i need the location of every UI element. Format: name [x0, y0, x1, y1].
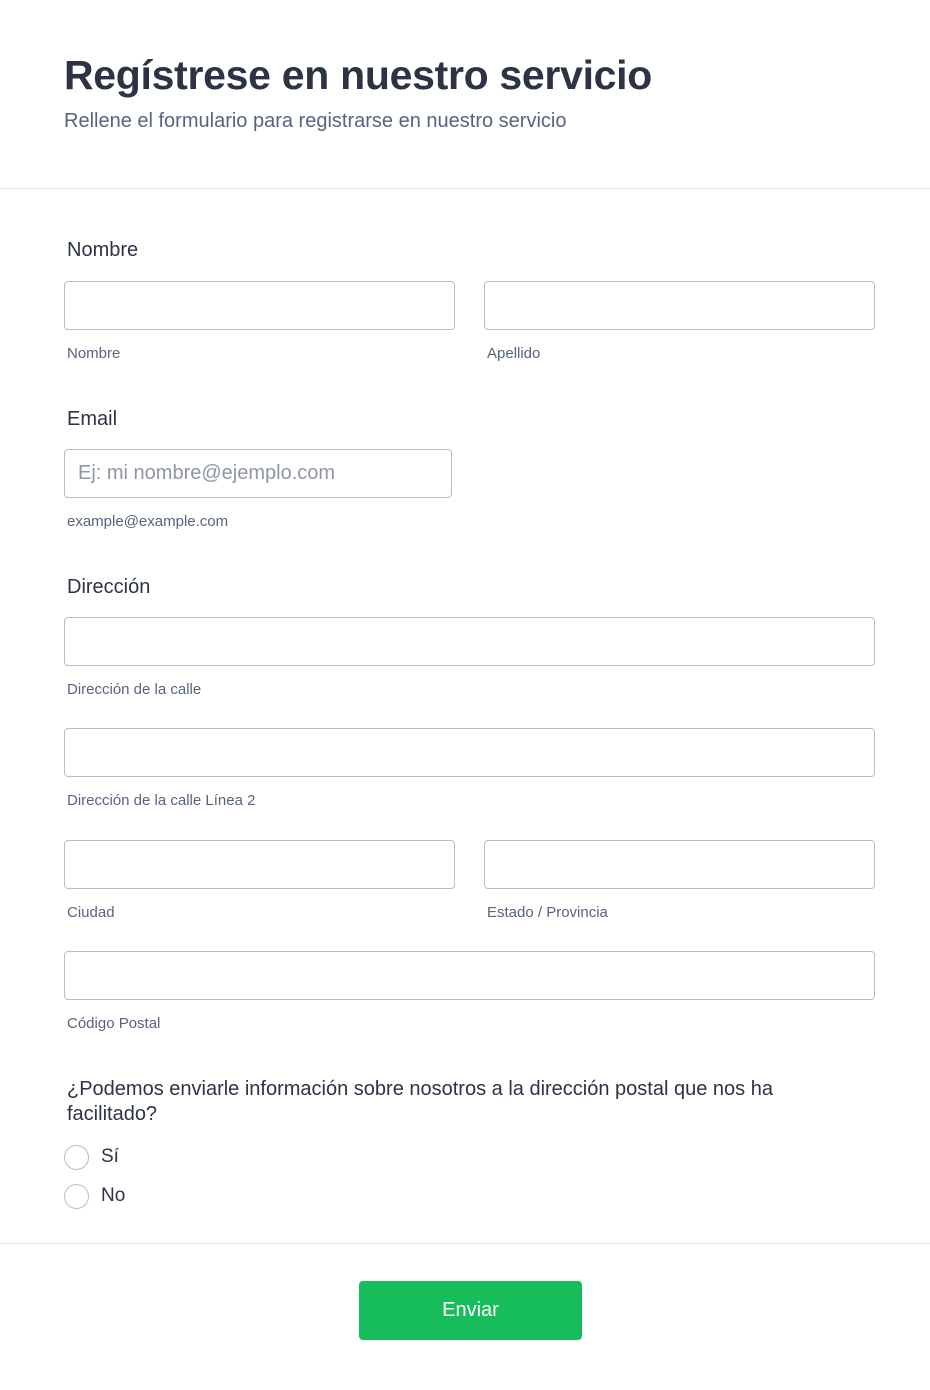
state-sublabel: Estado / Provincia	[487, 904, 608, 921]
submit-button[interactable]: Enviar	[359, 1281, 582, 1340]
email-label: Email	[67, 408, 118, 430]
radio-circle-icon[interactable]	[64, 1184, 89, 1209]
first-name-input[interactable]	[64, 281, 455, 330]
page-title: Regístrese en nuestro servicio	[64, 52, 653, 98]
email-field[interactable]	[64, 449, 452, 498]
address-label: Dirección	[67, 576, 151, 598]
street-address-line2-sublabel: Dirección de la calle Línea 2	[67, 792, 256, 809]
city-input[interactable]	[64, 840, 455, 889]
name-label: Nombre	[67, 239, 139, 261]
radio-option-no[interactable]	[64, 1183, 125, 1209]
last-name-input[interactable]	[484, 281, 875, 330]
radio-option-yes-label: Sí	[101, 1146, 119, 1167]
city-sublabel: Ciudad	[67, 904, 115, 921]
radio-option-yes[interactable]	[64, 1144, 119, 1170]
street-address-line2-input[interactable]	[64, 728, 875, 777]
postal-code-input[interactable]	[64, 951, 875, 1000]
radio-circle-icon[interactable]	[64, 1145, 89, 1170]
radio-option-no-label: No	[101, 1185, 126, 1206]
form-header	[0, 0, 930, 189]
email-sublabel: example@example.com	[67, 513, 229, 530]
state-input[interactable]	[484, 840, 875, 889]
first-name-sublabel: Nombre	[67, 345, 121, 362]
street-address-input[interactable]	[64, 617, 875, 666]
last-name-sublabel: Apellido	[487, 345, 541, 362]
mail-question-label: ¿Podemos enviarle información sobre nosotros a la dirección postal que nos ha facilitado?	[67, 1078, 773, 1125]
page-subtitle: Rellene el formulario para registrarse en nuestro servicio	[64, 110, 567, 132]
footer-divider	[0, 1243, 930, 1244]
postal-code-sublabel: Código Postal	[67, 1015, 161, 1032]
street-address-sublabel: Dirección de la calle	[67, 681, 202, 698]
